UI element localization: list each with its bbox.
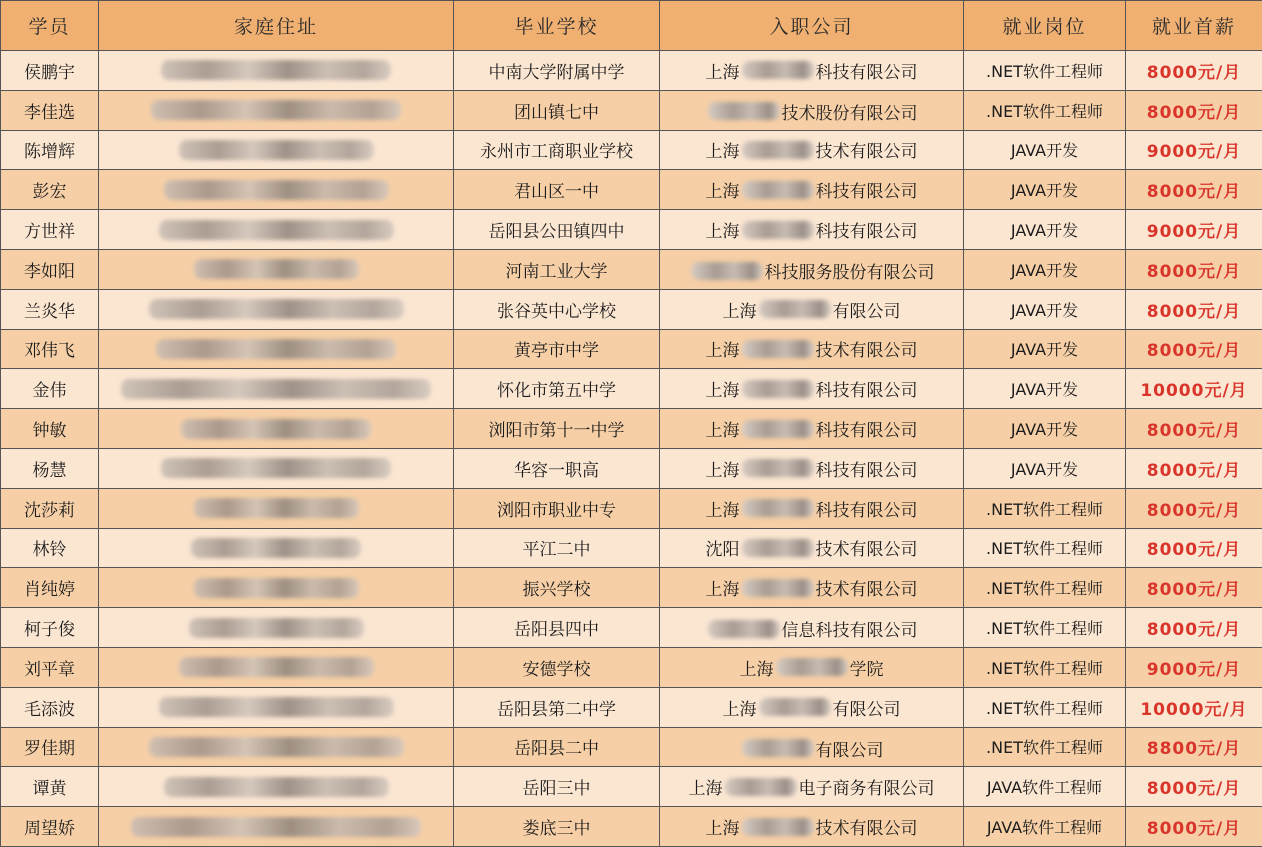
table-row (1, 170, 1262, 210)
table-row (1, 369, 1262, 409)
company-name (689, 258, 935, 283)
school-cell: 河南工业大学 (454, 249, 660, 289)
position-cell: .NET软件工程师 (964, 528, 1126, 568)
position-cell: .NET软件工程师 (964, 568, 1126, 608)
position-cell: .NET软件工程师 (964, 488, 1126, 528)
salary-cell: 8000元/月 (1126, 488, 1262, 528)
company-suffix: 技术有限公司 (816, 575, 918, 600)
company-cell (660, 488, 964, 528)
table-row (1, 727, 1262, 767)
address-cell (99, 488, 454, 528)
address-cell (99, 130, 454, 170)
student-name-cell: 罗佳期 (1, 727, 99, 767)
salary-cell: 9000元/月 (1126, 647, 1262, 687)
salary-cell: 10000元/月 (1126, 369, 1262, 409)
redacted-address (194, 259, 359, 279)
position-cell: .NET软件工程师 (964, 51, 1126, 91)
salary-cell: 8000元/月 (1126, 329, 1262, 369)
redacted-address (151, 100, 401, 120)
company-prefix: 沈阳 (706, 535, 740, 560)
company-name (706, 58, 918, 83)
company-suffix: 技术股份有限公司 (782, 99, 918, 124)
company-cell (660, 289, 964, 329)
position-cell: .NET软件工程师 (964, 727, 1126, 767)
position-cell: .NET软件工程师 (964, 647, 1126, 687)
school-cell: 振兴学校 (454, 568, 660, 608)
student-name-cell: 肖纯婷 (1, 568, 99, 608)
student-name-cell: 杨慧 (1, 448, 99, 488)
redacted-company (759, 698, 831, 716)
position-cell: JAVA开发 (964, 409, 1126, 449)
school-cell: 君山区一中 (454, 170, 660, 210)
redacted-address (191, 538, 361, 558)
position-cell: .NET软件工程师 (964, 687, 1126, 727)
redacted-company (742, 181, 814, 199)
company-name (706, 217, 918, 242)
company-name (706, 137, 918, 162)
student-name-cell: 柯子俊 (1, 608, 99, 648)
position-cell: JAVA开发 (964, 170, 1126, 210)
table-row (1, 488, 1262, 528)
school-cell: 娄底三中 (454, 807, 660, 847)
school-cell: 团山镇七中 (454, 90, 660, 130)
address-cell (99, 170, 454, 210)
company-name (723, 297, 901, 322)
position-cell: .NET软件工程师 (964, 90, 1126, 130)
school-cell: 怀化市第五中学 (454, 369, 660, 409)
redacted-company (691, 262, 763, 280)
company-suffix: 科技有限公司 (816, 416, 918, 441)
redacted-company (742, 340, 814, 358)
table-row (1, 249, 1262, 289)
salary-cell: 8000元/月 (1126, 170, 1262, 210)
redacted-company (742, 420, 814, 438)
company-prefix: 上海 (723, 297, 757, 322)
school-cell: 安德学校 (454, 647, 660, 687)
table-row (1, 528, 1262, 568)
salary-cell: 8000元/月 (1126, 249, 1262, 289)
address-cell (99, 767, 454, 807)
company-cell (660, 210, 964, 250)
redacted-company (708, 620, 780, 638)
company-prefix: 上海 (723, 695, 757, 720)
salary-cell: 8000元/月 (1126, 51, 1262, 91)
address-cell (99, 608, 454, 648)
salary-cell: 8800元/月 (1126, 727, 1262, 767)
address-cell (99, 568, 454, 608)
student-name-cell: 钟敏 (1, 409, 99, 449)
header-company: 入职公司 (660, 1, 964, 51)
student-name-cell: 周望娇 (1, 807, 99, 847)
header-position: 就业岗位 (964, 1, 1126, 51)
redacted-company (708, 102, 780, 120)
company-suffix: 科技有限公司 (816, 456, 918, 481)
company-prefix: 上海 (706, 456, 740, 481)
address-cell (99, 409, 454, 449)
salary-cell: 8000元/月 (1126, 807, 1262, 847)
company-suffix: 有限公司 (833, 695, 901, 720)
salary-cell: 8000元/月 (1126, 289, 1262, 329)
company-suffix: 电子商务有限公司 (799, 774, 935, 799)
address-cell (99, 727, 454, 767)
table-row (1, 130, 1262, 170)
company-name (706, 456, 918, 481)
company-name (706, 535, 918, 560)
salary-cell: 8000元/月 (1126, 568, 1262, 608)
salary-cell: 8000元/月 (1126, 528, 1262, 568)
company-cell (660, 369, 964, 409)
company-suffix: 科技有限公司 (816, 496, 918, 521)
address-cell (99, 90, 454, 130)
redacted-address (149, 299, 404, 319)
school-cell: 中南大学附属中学 (454, 51, 660, 91)
position-cell: JAVA开发 (964, 130, 1126, 170)
redacted-company (742, 459, 814, 477)
table-row (1, 51, 1262, 91)
company-suffix: 技术有限公司 (816, 336, 918, 361)
address-cell (99, 807, 454, 847)
company-cell (660, 448, 964, 488)
school-cell: 岳阳县公田镇四中 (454, 210, 660, 250)
company-prefix: 上海 (706, 137, 740, 162)
company-name (706, 376, 918, 401)
table-row (1, 448, 1262, 488)
company-name (723, 695, 901, 720)
company-suffix: 学院 (850, 655, 884, 680)
company-prefix: 上海 (706, 58, 740, 83)
school-cell: 岳阳县第二中学 (454, 687, 660, 727)
school-cell: 永州市工商职业学校 (454, 130, 660, 170)
address-cell (99, 289, 454, 329)
company-prefix: 上海 (706, 177, 740, 202)
company-suffix: 技术有限公司 (816, 535, 918, 560)
company-cell (660, 170, 964, 210)
school-cell: 华容一职高 (454, 448, 660, 488)
header-address: 家庭住址 (99, 1, 454, 51)
redacted-company (742, 61, 814, 79)
table-row (1, 329, 1262, 369)
company-name (706, 416, 918, 441)
company-name (706, 814, 918, 839)
company-cell (660, 608, 964, 648)
redacted-address (161, 458, 391, 478)
address-cell (99, 687, 454, 727)
company-suffix: 有限公司 (833, 297, 901, 322)
redacted-company (742, 818, 814, 836)
salary-cell: 8000元/月 (1126, 448, 1262, 488)
position-cell: JAVA软件工程师 (964, 807, 1126, 847)
company-prefix: 上海 (706, 217, 740, 242)
school-cell: 浏阳市职业中专 (454, 488, 660, 528)
position-cell: JAVA开发 (964, 448, 1126, 488)
student-name-cell: 林铃 (1, 528, 99, 568)
redacted-address (131, 817, 421, 837)
company-name (740, 655, 884, 680)
table-row (1, 687, 1262, 727)
header-school: 毕业学校 (454, 1, 660, 51)
company-suffix: 科技有限公司 (816, 177, 918, 202)
table-row (1, 289, 1262, 329)
company-suffix: 信息科技有限公司 (782, 616, 918, 641)
company-cell (660, 767, 964, 807)
position-cell: JAVA开发 (964, 249, 1126, 289)
company-prefix: 上海 (706, 376, 740, 401)
student-name-cell: 彭宏 (1, 170, 99, 210)
student-name-cell: 兰炎华 (1, 289, 99, 329)
school-cell: 浏阳市第十一中学 (454, 409, 660, 449)
student-name-cell: 金伟 (1, 369, 99, 409)
company-name (706, 575, 918, 600)
redacted-company (742, 141, 814, 159)
address-cell (99, 647, 454, 687)
company-cell (660, 130, 964, 170)
salary-cell: 8000元/月 (1126, 90, 1262, 130)
student-name-cell: 沈莎莉 (1, 488, 99, 528)
table-row (1, 568, 1262, 608)
redacted-company (742, 579, 814, 597)
student-name-cell: 方世祥 (1, 210, 99, 250)
address-cell (99, 448, 454, 488)
school-cell: 张谷英中心学校 (454, 289, 660, 329)
redacted-address (149, 737, 404, 757)
redacted-company (742, 499, 814, 517)
address-cell (99, 369, 454, 409)
company-cell (660, 807, 964, 847)
company-name (689, 774, 935, 799)
salary-cell: 8000元/月 (1126, 608, 1262, 648)
company-prefix: 上海 (706, 416, 740, 441)
school-cell: 平江二中 (454, 528, 660, 568)
company-name (706, 616, 918, 641)
redacted-company (742, 221, 814, 239)
redacted-address (179, 140, 374, 160)
redacted-address (179, 657, 374, 677)
company-suffix: 科技有限公司 (816, 217, 918, 242)
school-cell: 岳阳县四中 (454, 608, 660, 648)
redacted-company (725, 778, 797, 796)
table-row (1, 90, 1262, 130)
salary-cell: 10000元/月 (1126, 687, 1262, 727)
company-cell (660, 329, 964, 369)
redacted-address (189, 618, 364, 638)
company-cell (660, 51, 964, 91)
company-name (706, 99, 918, 124)
redacted-address (194, 578, 359, 598)
salary-cell: 8000元/月 (1126, 409, 1262, 449)
company-name (706, 496, 918, 521)
company-name (740, 736, 884, 761)
table-row (1, 647, 1262, 687)
company-prefix: 上海 (706, 575, 740, 600)
position-cell: .NET软件工程师 (964, 608, 1126, 648)
redacted-company (742, 380, 814, 398)
student-name-cell: 谭黄 (1, 767, 99, 807)
table-body (1, 51, 1262, 847)
company-name (706, 336, 918, 361)
redacted-company (742, 739, 814, 757)
company-suffix: 科技服务股份有限公司 (765, 258, 935, 283)
redacted-address (164, 777, 389, 797)
redacted-address (181, 419, 371, 439)
company-prefix: 上海 (689, 774, 723, 799)
company-cell (660, 568, 964, 608)
table-row (1, 767, 1262, 807)
header-student: 学员 (1, 1, 99, 51)
company-suffix: 科技有限公司 (816, 376, 918, 401)
company-suffix: 科技有限公司 (816, 58, 918, 83)
address-cell (99, 210, 454, 250)
student-name-cell: 陈增辉 (1, 130, 99, 170)
salary-cell: 9000元/月 (1126, 210, 1262, 250)
company-cell (660, 687, 964, 727)
table-row (1, 807, 1262, 847)
salary-cell: 8000元/月 (1126, 767, 1262, 807)
table-row (1, 409, 1262, 449)
header-salary: 就业首薪 (1126, 1, 1262, 51)
student-name-cell: 李如阳 (1, 249, 99, 289)
company-prefix: 上海 (706, 496, 740, 521)
address-cell (99, 329, 454, 369)
student-name-cell: 毛添波 (1, 687, 99, 727)
table-row (1, 210, 1262, 250)
company-cell (660, 647, 964, 687)
redacted-company (742, 539, 814, 557)
position-cell: JAVA软件工程师 (964, 767, 1126, 807)
redacted-address (161, 60, 391, 80)
redacted-address (159, 220, 394, 240)
student-name-cell: 李佳选 (1, 90, 99, 130)
school-cell: 黄亭市中学 (454, 329, 660, 369)
company-cell (660, 727, 964, 767)
address-cell (99, 249, 454, 289)
redacted-address (156, 339, 396, 359)
school-cell: 岳阳三中 (454, 767, 660, 807)
company-name (706, 177, 918, 202)
company-cell (660, 409, 964, 449)
student-name-cell: 邓伟飞 (1, 329, 99, 369)
table-row (1, 608, 1262, 648)
redacted-address (164, 180, 389, 200)
company-cell (660, 90, 964, 130)
company-prefix: 上海 (706, 336, 740, 361)
redacted-address (194, 498, 359, 518)
redacted-company (759, 300, 831, 318)
company-prefix: 上海 (706, 814, 740, 839)
redacted-company (776, 658, 848, 676)
company-suffix: 技术有限公司 (816, 814, 918, 839)
position-cell: JAVA开发 (964, 289, 1126, 329)
company-prefix: 上海 (740, 655, 774, 680)
address-cell (99, 528, 454, 568)
school-cell: 岳阳县二中 (454, 727, 660, 767)
salary-cell: 9000元/月 (1126, 130, 1262, 170)
position-cell: JAVA开发 (964, 210, 1126, 250)
redacted-address (159, 697, 394, 717)
position-cell: JAVA开发 (964, 369, 1126, 409)
table-header-row (1, 1, 1262, 51)
position-cell: JAVA开发 (964, 329, 1126, 369)
company-suffix: 有限公司 (816, 736, 884, 761)
address-cell (99, 51, 454, 91)
redacted-address (121, 379, 431, 399)
student-name-cell: 刘平章 (1, 647, 99, 687)
company-cell (660, 249, 964, 289)
company-cell (660, 528, 964, 568)
student-name-cell: 侯鹏宇 (1, 51, 99, 91)
company-suffix: 技术有限公司 (816, 137, 918, 162)
